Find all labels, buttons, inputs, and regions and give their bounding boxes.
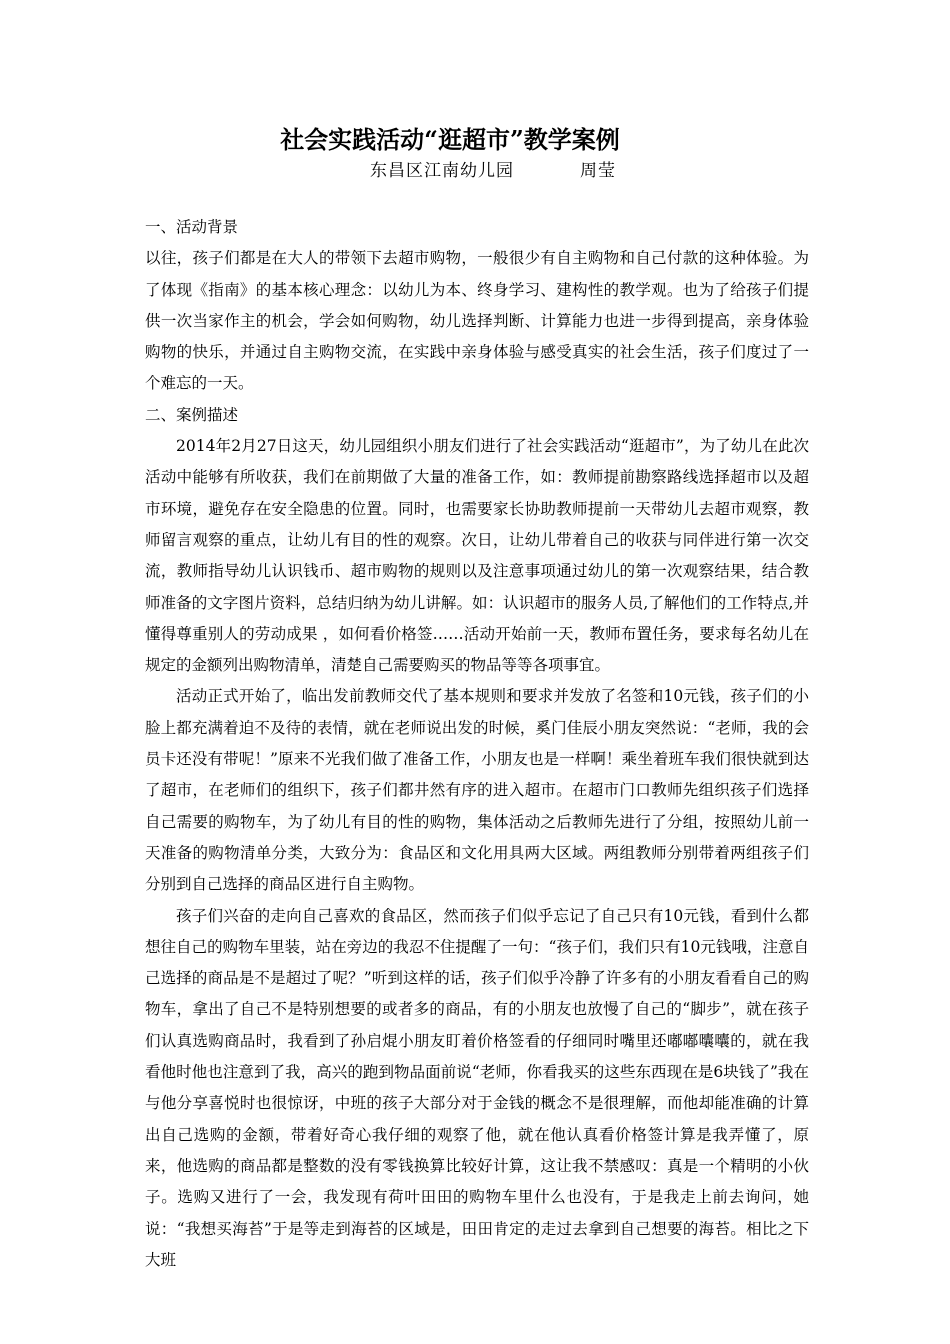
section-heading-background: 一、活动背景 (145, 218, 239, 236)
paragraph-case-1: 2014年2月27日这天，幼儿园组织小朋友们进行了社会实践活动“逛超市”，为了幼儿在此次活动中能够有所收获，我们在前期做了大量的准备工作，如：教师提前勘察路线选择超市以及超市环境，避免存在安全隐患的位置。同时，也需要家长协助教师提前一天带幼儿去超市观察，教师留言观察的重点，让幼儿有目的性的观察。次日，让幼儿带着自己的收获与同伴进行第一次交流，教师指导幼儿认识钱币、超市购物的规则以及注意事项通过幼儿的第一次观察结果，结合教师准备的文字图片资料，总结归纳为幼儿讲解。如：认识超市的服务人员,了解他们的工作特点,并懂得尊重别人的劳动成果 ，如何看价格签……活动开始前一天，教师布置任务，要求每名幼儿在规定的金额列出购物清单，清楚自己需要购买的物品等等各项事宜。 (145, 437, 809, 675)
author-name: 周莹 (580, 161, 616, 181)
paragraph-case-2: 活动正式开始了，临出发前教师交代了基本规则和要求并发放了名签和10元钱，孩子们的小脸上都充满着迫不及待的表情，就在老师说出发的时候，奚门佳辰小朋友突然说：“老师，我的会员卡还没有带呢！”原来不光我们做了准备工作，小朋友也是一样啊！乘坐着班车我们很快就到达了超市，在老师们的组织下，孩子们都井然有序的进入超市。在超市门口教师先组织孩子们选择自己需要的购物车，为了幼儿有目的性的购物，集体活动之后教师先进行了分组，按照幼儿前一天准备的购物清单分类，大致分为：食品区和文化用具两大区域。两组教师分别带着两组孩子们分别到自己选择的商品区进行自主购物。 (145, 687, 809, 894)
document-title: 社会实践活动“逛超市”教学案例 (280, 125, 620, 154)
paragraph-background: 以往，孩子们都是在大人的带领下去超市购物，一般很少有自主购物和自己付款的这种体验。为了体现《指南》的基本核心理念：以幼儿为本、终身学习、建构性的教学观。也为了给孩子们提供一次当家作主的机会，学会如何购物，幼儿选择判断、计算能力也进一步得到提高，亲身体验购物的快乐，并通过自主购物交流，在实践中亲身体验与感受真实的社会生活，孩子们度过了一个难忘的一天。 (145, 249, 809, 393)
paragraph-case-3: 孩子们兴奋的走向自己喜欢的食品区，然而孩子们似乎忘记了自己只有10元钱，看到什么都想往自己的购物车里装，站在旁边的我忍不住提醒了一句：“孩子们，我们只有10元钱哦，注意自己选择的商品是不是超过了呢？”听到这样的话，孩子们似乎冷静了许多有的小朋友看看自己的购物车，拿出了自己不是特别想要的或者多的商品，有的小朋友也放慢了自己的“脚步”，就在孩子们认真选购商品时，我看到了孙启焜小朋友盯着价格签看的仔细同时嘴里还嘟嘟囔囔的，就在我看他时他也注意到了我，高兴的跑到物品面前说“老师，你看我买的这些东西现在是6块钱了”我在与他分享喜悦时也很惊讶，中班的孩子大部分对于金钱的概念不是很理解，而他却能准确的计算出自己选购的金额，带着好奇心我仔细的观察了他，就在他认真看价格签计算是我弄懂了，原来，他选购的商品都是整数的没有零钱换算比较好计算，这让我不禁感叹：真是一个精明的小伙子。选购又进行了一会，我发现有荷叶田田的购物车里什么也没有，于是我走上前去询问，她说：“我想买海苔”于是等走到海苔的区域是，田田肯定的走过去拿到自己想要的海苔。相比之下大班 (145, 906, 809, 1269)
section-heading-case: 二、案例描述 (145, 405, 239, 424)
author-line (370, 158, 616, 184)
author-organization: 东昌区江南幼儿园 (370, 161, 514, 181)
document-body (145, 212, 809, 1276)
